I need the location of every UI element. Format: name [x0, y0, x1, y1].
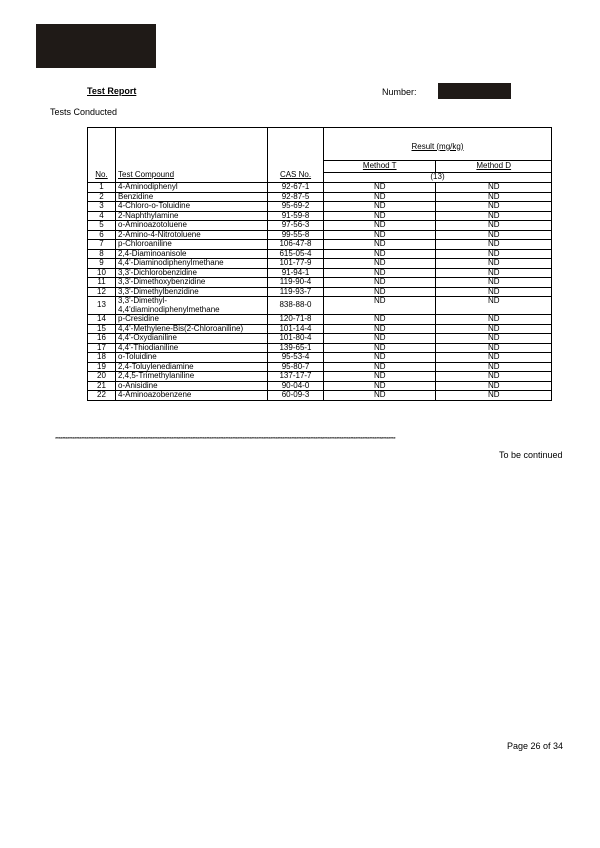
cell-compound: 4-Chloro-o-Toluidine [116, 202, 268, 212]
cell-compound: o-Anisidine [116, 381, 268, 391]
header-method-t-label: Method T [362, 161, 397, 171]
cell-cas: 92-67-1 [268, 183, 324, 193]
cell-method-t: ND [324, 221, 436, 231]
cell-compound: 3,3'-Dimethylbenzidine [116, 287, 268, 297]
header-method-d [436, 161, 552, 173]
cell-method-t: ND [324, 183, 436, 193]
cell-compound: 4,4'-Oxydianiline [116, 334, 268, 344]
header-cas [268, 128, 324, 183]
cell-no: 14 [88, 315, 116, 325]
cell-cas: 92-87-5 [268, 192, 324, 202]
cell-method-d: ND [436, 334, 552, 344]
table-row [88, 391, 552, 401]
cell-no: 3 [88, 202, 116, 212]
cell-method-t: ND [324, 249, 436, 259]
header-no [88, 128, 116, 183]
cell-cas: 95-80-7 [268, 362, 324, 372]
cell-compound-line2: 4,4'diaminodiphenylmethane [118, 304, 220, 314]
cell-method-t: ND [324, 211, 436, 221]
header-compound [116, 128, 268, 183]
cell-method-d: ND [436, 372, 552, 382]
cell-no: 10 [88, 268, 116, 278]
cell-method-d: ND [436, 287, 552, 297]
header-compound-label: Test Compound [118, 169, 175, 179]
cell-cas: 91-59-8 [268, 211, 324, 221]
cell-cas: 838-88-0 [268, 297, 324, 315]
cell-method-t: ND [324, 202, 436, 212]
page-number: Page 26 of 34 [507, 741, 564, 751]
cell-cas: 95-53-4 [268, 353, 324, 363]
cell-method-d: ND [436, 278, 552, 288]
cell-cas: 120-71-8 [268, 315, 324, 325]
cell-cas: 60-09-3 [268, 391, 324, 401]
table-row [88, 259, 552, 269]
table-row [88, 183, 552, 193]
table-row [88, 221, 552, 231]
cell-compound: 2,4-Diaminoanisole [116, 249, 268, 259]
report-title: Test Report [87, 86, 137, 96]
cell-compound: 4,4'-Diaminodiphenylmethane [116, 259, 268, 269]
table-row [88, 372, 552, 382]
cell-method-t: ND [324, 334, 436, 344]
cell-no: 12 [88, 287, 116, 297]
table-row [88, 334, 552, 344]
table-row [88, 240, 552, 250]
cell-method-d: ND [436, 353, 552, 363]
cell-cas: 91-94-1 [268, 268, 324, 278]
cell-no: 4 [88, 211, 116, 221]
cell-cas: 101-77-9 [268, 259, 324, 269]
cell-method-d: ND [436, 297, 552, 315]
table-row [88, 353, 552, 363]
cell-compound: 4-Aminodiphenyl [116, 183, 268, 193]
continued-note: To be continued [499, 450, 563, 460]
separator-line: **************************************************************************************************************************************************************************************************** [55, 437, 396, 443]
cell-method-t: ND [324, 381, 436, 391]
cell-method-d: ND [436, 315, 552, 325]
cell-method-d: ND [436, 240, 552, 250]
table-row [88, 297, 552, 315]
cell-method-d: ND [436, 202, 552, 212]
cell-method-t: ND [324, 372, 436, 382]
cell-method-d: ND [436, 391, 552, 401]
table-row [88, 315, 552, 325]
cell-method-d: ND [436, 362, 552, 372]
cell-method-d: ND [436, 183, 552, 193]
cell-method-t: ND [324, 297, 436, 315]
cell-cas: 106-47-8 [268, 240, 324, 250]
report-number-redacted [438, 83, 511, 99]
cell-method-d: ND [436, 230, 552, 240]
header-method-t [324, 161, 436, 173]
cell-cas: 137-17-7 [268, 372, 324, 382]
cell-no: 22 [88, 391, 116, 401]
cell-cas: 97-56-3 [268, 221, 324, 231]
cell-method-t: ND [324, 315, 436, 325]
cell-compound: o-Aminoazotoluene [116, 221, 268, 231]
section-title: Tests Conducted [50, 107, 118, 117]
cell-cas: 119-90-4 [268, 278, 324, 288]
cell-compound [116, 297, 268, 315]
cell-method-t: ND [324, 391, 436, 401]
cell-compound: Benzidine [116, 192, 268, 202]
cell-no: 5 [88, 221, 116, 231]
cell-no: 17 [88, 343, 116, 353]
cell-no: 20 [88, 372, 116, 382]
cell-no: 21 [88, 381, 116, 391]
cell-cas: 615-05-4 [268, 249, 324, 259]
cell-method-t: ND [324, 268, 436, 278]
cell-compound: o-Toluidine [116, 353, 268, 363]
table-header-row [88, 128, 552, 161]
header-cas-label: CAS No. [279, 169, 312, 179]
header-result [324, 128, 552, 161]
cell-method-t: ND [324, 278, 436, 288]
cell-method-d: ND [436, 268, 552, 278]
cell-no: 13 [88, 297, 116, 315]
cell-no: 1 [88, 183, 116, 193]
cell-method-t: ND [324, 362, 436, 372]
cell-no: 15 [88, 324, 116, 334]
cell-method-t: ND [324, 259, 436, 269]
cell-cas: 119-93-7 [268, 287, 324, 297]
cell-compound: 2-Naphthylamine [116, 211, 268, 221]
cell-no: 6 [88, 230, 116, 240]
cell-no: 8 [88, 249, 116, 259]
cell-method-t: ND [324, 230, 436, 240]
cell-compound: 2,4,5-Trimethylaniline [116, 372, 268, 382]
table-row [88, 343, 552, 353]
cell-no: 18 [88, 353, 116, 363]
cell-compound: 3,3'-Dimethoxybenzidine [116, 278, 268, 288]
cell-method-d: ND [436, 192, 552, 202]
cell-method-d: ND [436, 381, 552, 391]
cell-compound: p-Cresidine [116, 315, 268, 325]
cell-method-t: ND [324, 353, 436, 363]
cell-no: 7 [88, 240, 116, 250]
cell-method-d: ND [436, 211, 552, 221]
cell-cas: 101-80-4 [268, 334, 324, 344]
cell-compound: 2,4-Toluylenediamine [116, 362, 268, 372]
cell-cas: 101-14-4 [268, 324, 324, 334]
results-table [87, 127, 552, 401]
cell-compound-line1: 3,3'-Dimethyl- [118, 296, 168, 305]
cell-no: 11 [88, 278, 116, 288]
cell-method-t: ND [324, 192, 436, 202]
header-no-label: No. [95, 169, 108, 179]
cell-method-d: ND [436, 343, 552, 353]
cell-method-d: ND [436, 221, 552, 231]
cell-compound: 4,4'-Thiodianiline [116, 343, 268, 353]
cell-cas: 139-65-1 [268, 343, 324, 353]
cell-method-t: ND [324, 240, 436, 250]
cell-no: 2 [88, 192, 116, 202]
table-row [88, 202, 552, 212]
cell-compound: 4-Aminoazobenzene [116, 391, 268, 401]
cell-cas: 90-04-0 [268, 381, 324, 391]
cell-method-d: ND [436, 259, 552, 269]
cell-method-d: ND [436, 324, 552, 334]
company-logo-redacted [36, 24, 156, 68]
cell-compound: 2-Amino-4-Nitrotoluene [116, 230, 268, 240]
cell-compound: 3,3'-Dichlorobenzidine [116, 268, 268, 278]
report-number-label: Number: [382, 87, 417, 97]
cell-method-t: ND [324, 287, 436, 297]
header-result-label: Result (mg/kg) [411, 141, 464, 151]
cell-method-t: ND [324, 343, 436, 353]
cell-cas: 99-55-8 [268, 230, 324, 240]
header-method-d-label: Method D [476, 161, 512, 171]
cell-no: 9 [88, 259, 116, 269]
header-unit-note: (13) [324, 173, 552, 183]
cell-compound: 4,4'-Methylene-Bis(2-Chloroaniline) [116, 324, 268, 334]
cell-compound: p-Chloroaniline [116, 240, 268, 250]
table-row [88, 278, 552, 288]
cell-no: 16 [88, 334, 116, 344]
cell-method-t: ND [324, 324, 436, 334]
cell-cas: 95-69-2 [268, 202, 324, 212]
cell-no: 19 [88, 362, 116, 372]
cell-method-d: ND [436, 249, 552, 259]
